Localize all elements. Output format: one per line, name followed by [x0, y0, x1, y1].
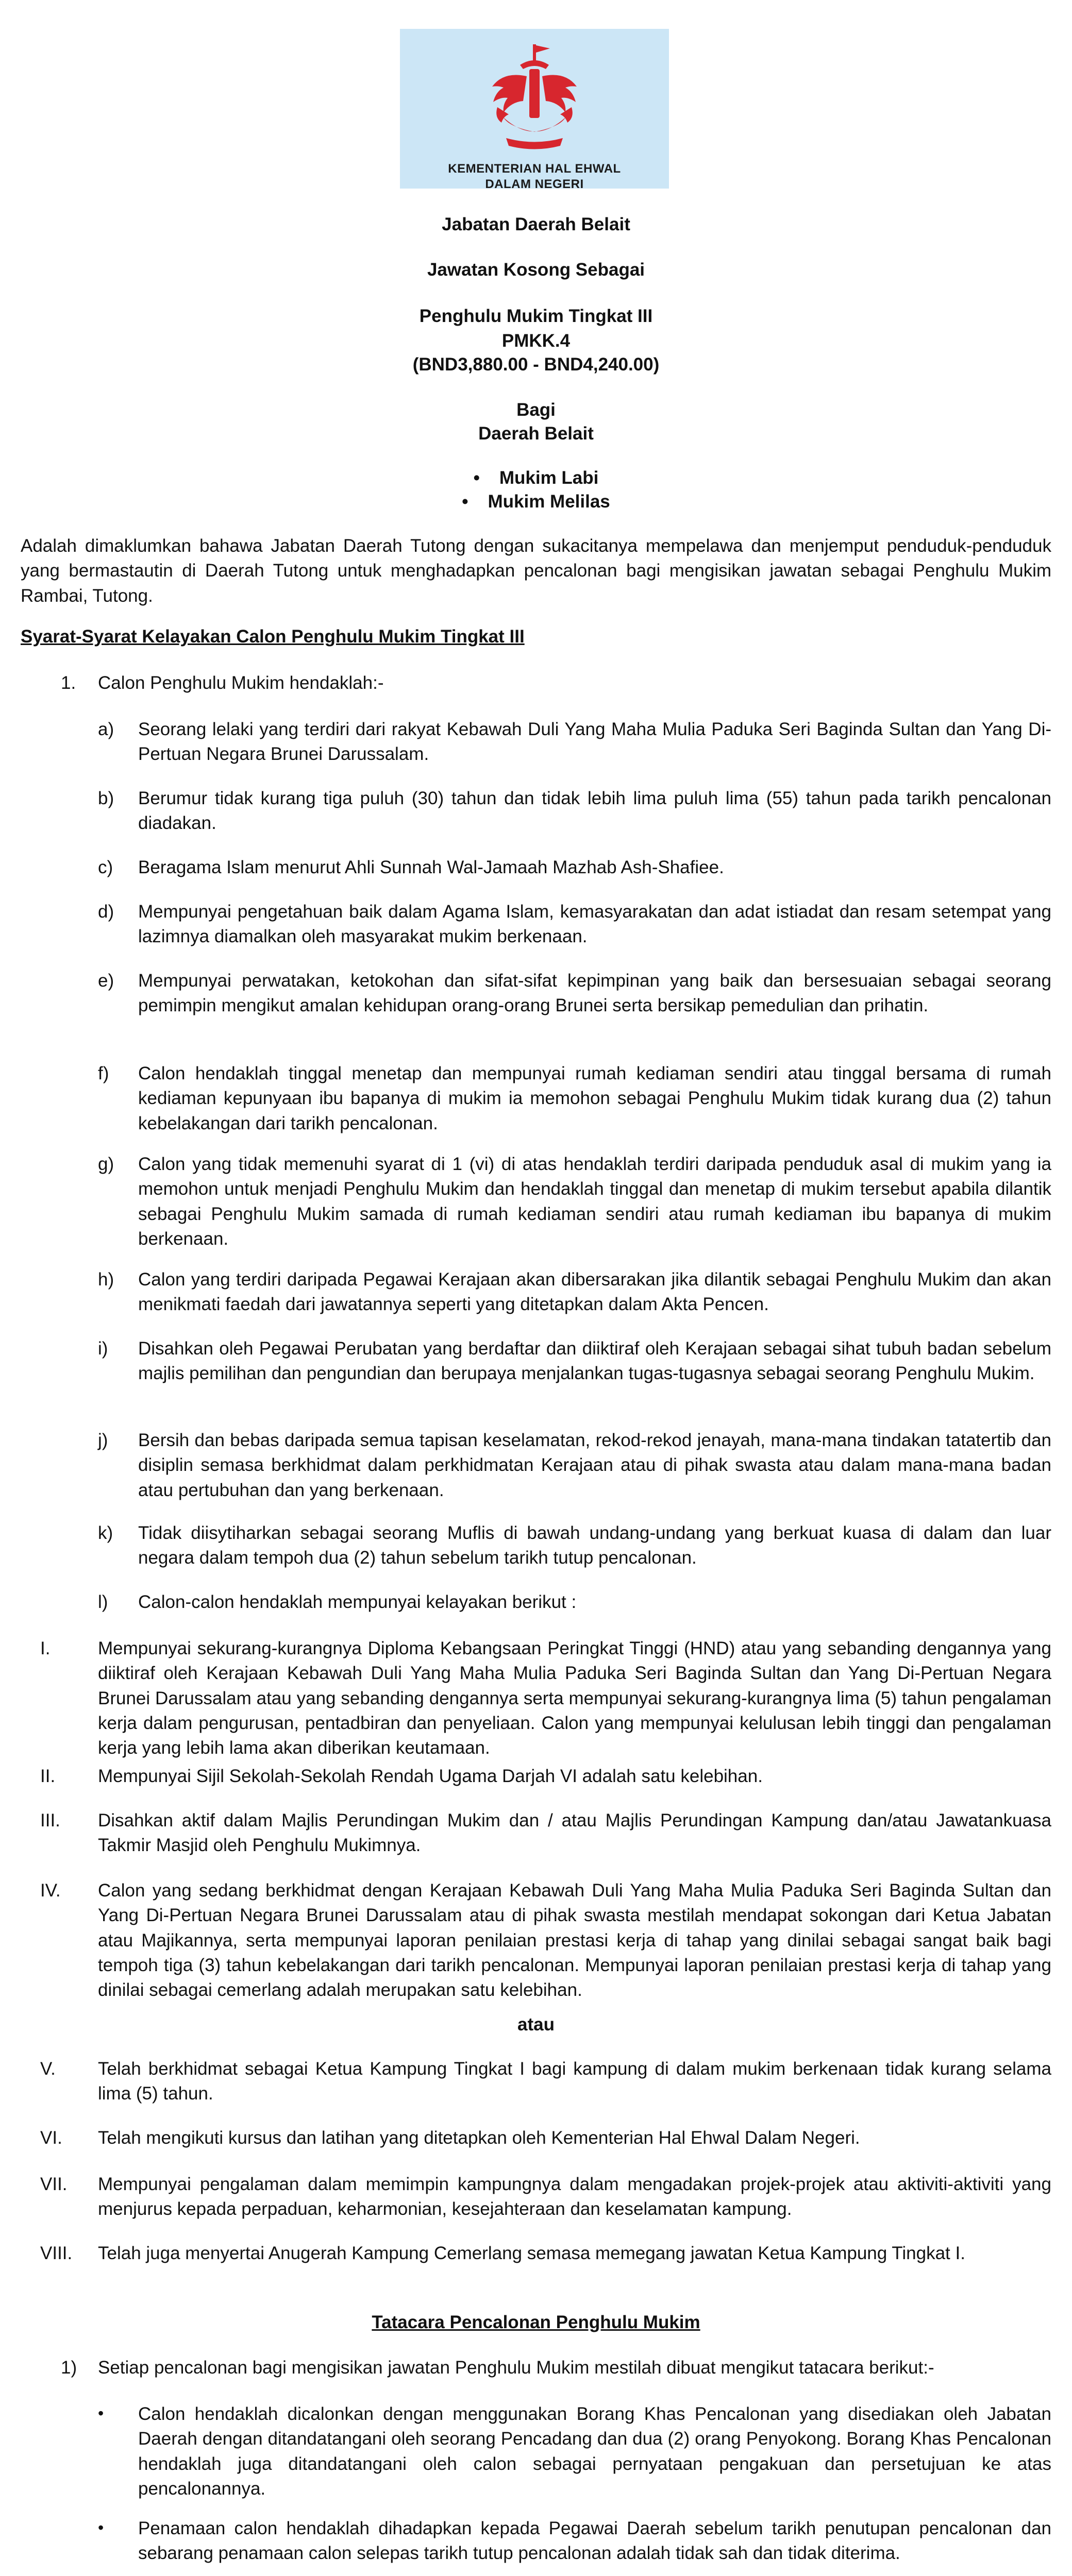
roman-text: Disahkan aktif dalam Majlis Perundingan Mukim dan / atau Majlis Perundingan Kampung dan/atau Jawatankuasa Takmir Masjid oleh Penghulu Mukimnya.: [98, 1810, 1051, 1856]
roman-text: Mempunyai Sijil Sekolah-Sekolah Rendah Ugama Darjah VI adalah satu kelebihan.: [98, 1766, 763, 1786]
sub-item-label: e): [98, 971, 114, 991]
sub-item-text: Bersih dan bebas daripada semua tapisan keselamatan, rekod-rekod jenayah, mana-mana tindakan tatatertib dan disiplin semasa berkhidmat dalam perkhidmatan Kerajaan atau di pihak swasta atau dalam mana-mana badan atau pertubuhan dan yang berkenaan.: [138, 1430, 1051, 1500]
sub-item-text: Beragama Islam menurut Ahli Sunnah Wal-Jamaah Mazhab Ash-Shafiee.: [138, 857, 724, 877]
roman-label: IV.: [40, 1880, 61, 1901]
sub-item-text: Calon-calon hendaklah mempunyai kelayakan berikut :: [138, 1592, 577, 1612]
procedure-bullet: Calon hendaklah dicalonkan dengan menggunakan Borang Khas Pencalonan yang disediakan oleh Jabatan Daerah dengan ditandatangani oleh seorang Pencadang dan dua (2) orang Penyokong. Borang Khas Pencalonan hendaklah juga ditandatangani oleh calon sebagai pernyataan pengakuan dan persetujuan ke atas pencalonannya.: [138, 2404, 1051, 2499]
mukim-item: • Mukim Labi: [473, 468, 599, 488]
sub-item-label: b): [98, 788, 114, 808]
sub-item-label: l): [98, 1592, 108, 1612]
sub-item-label: c): [98, 857, 113, 877]
procedure-bullet: Penamaan calon hendaklah dihadapkan kepada Pegawai Daerah sebelum tarikh penutupan pencalonan dan sebarang penamaan calon selepas tarikh tutup pencalonan adalah tidak sah dan tidak diterima.: [138, 2518, 1051, 2564]
sub-item-label: g): [98, 1154, 114, 1174]
roman-text: Mempunyai pengalaman dalam memimpin kampungnya dalam mengadakan projek-projek atau aktiviti-aktiviti yang menjurus kepada perpaduan, keharmonian, kesejahteraan dan keselamatan kampung.: [98, 2174, 1051, 2219]
sub-item-label: a): [98, 719, 114, 739]
position-title: Penghulu Mukim Tingkat III: [419, 306, 653, 326]
sub-item-text: Tidak diisytiharkan sebagai seorang Muflis di bawah undang-undang yang berkuat kuasa di dalam dan luar negara dalam tempoh dua (2) tahun sebelum tarikh tutup pencalonan.: [138, 1523, 1051, 1568]
logo-text-line2: DALAM NEGERI: [485, 177, 584, 191]
roman-label: I.: [40, 1638, 51, 1658]
sub-item-text: Berumur tidak kurang tiga puluh (30) tahun dan tidak lebih lima puluh lima (55) tahun pada tarikh pencalonan diadakan.: [138, 788, 1051, 834]
sub-item-label: d): [98, 902, 114, 922]
sub-item-label: f): [98, 1063, 109, 1083]
sub-item-text: Mempunyai pengetahuan baik dalam Agama Islam, kemasyarakatan dan adat istiadat dan resam setempat yang lazimnya diamalkan oleh masyarakat mukim berkenaan.: [138, 902, 1051, 947]
item-number: 1): [61, 2358, 77, 2378]
sub-item-text: Calon yang tidak memenuhi syarat di 1 (vi) di atas hendaklah terdiri daripada penduduk asal di mukim yang ia memohon untuk menjadi Penghulu Mukim dan hendaklah tinggal dan menetap di mukim tersebut apabila dilantik sebagai Penghulu Mukim samada di rumah kediaman sendiri atau rumah kediaman ibu bapanya di mukim berkenaan.: [138, 1154, 1051, 1249]
item-number: 1.: [61, 673, 76, 693]
department-title: Jabatan Daerah Belait: [442, 214, 630, 234]
salary-scale: PMKK.4: [501, 331, 571, 351]
salary-range: (BND3,880.00 - BND4,240.00): [412, 354, 660, 375]
roman-text: Calon yang sedang berkhidmat dengan Kerajaan Kebawah Duli Yang Maha Mulia Paduka Seri Baginda Sultan dan Yang Di-Pertuan Negara Brunei Darussalam atau di pihak swasta mestilah mendapat sokongan dari Ketua Jabatan atau Majikannya, serta mempunyai laporan penilaian prestasi kerja di tahap yang dinilai sebagai sangat baik bagi tempoh tiga (3) tahun kebelakangan dari tarikh pencalonan. Mempunyai laporan penilaian prestasi kerja di tahap yang dinilai sebagai cemerlang adalah merupakan satu kelebihan.: [98, 1880, 1051, 2001]
requirements-heading: Syarat-Syarat Kelayakan Calon Penghulu Mukim Tingkat III: [21, 626, 525, 647]
sub-item-text: Calon yang terdiri daripada Pegawai Kerajaan akan dibersarakan jika dilantik sebagai Penghulu Mukim dan akan menikmati faedah dari jawatannya seperti yang ditetapkan dalam Akta Pencen.: [138, 1269, 1051, 1315]
district-name: Daerah Belait: [478, 423, 594, 444]
sub-item-text: Disahkan oleh Pegawai Perubatan yang berdaftar dan diiktiraf oleh Kerajaan sebagai sihat tubuh badan sebelum majlis pemilihan dan pengundian dan berupaya menjalankan tugas-tugasnya sebagai seorang Penghulu Mukim.: [138, 1338, 1051, 1384]
sub-item-text: Seorang lelaki yang terdiri dari rakyat Kebawah Duli Yang Maha Mulia Paduka Seri Baginda Sultan dan Yang Di-Pertuan Negara Brunei Darussalam.: [138, 719, 1051, 765]
roman-text: Telah mengikuti kursus dan latihan yang ditetapkan oleh Kementerian Hal Ehwal Dalam Negeri.: [98, 2128, 860, 2148]
intro-paragraph: Adalah dimaklumkan bahawa Jabatan Daerah Tutong dengan sukacitanya mempelawa dan menjemput penduduk-penduduk yang bermastautin di Daerah Tutong untuk menghadapkan pencalonan bagi mengisikan jawatan sebagai Penghulu Mukim Rambai, Tutong.: [21, 536, 1051, 606]
roman-text: Telah berkhidmat sebagai Ketua Kampung Tingkat I bagi kampung di dalam mukim berkenaan tidak kurang selama lima (5) tahun.: [98, 2059, 1051, 2104]
procedure-heading: Tatacara Pencalonan Penghulu Mukim: [372, 2312, 700, 2332]
roman-label: VIII.: [40, 2243, 73, 2263]
for-label: Bagi: [516, 400, 556, 420]
vacancy-title: Jawatan Kosong Sebagai: [427, 260, 645, 280]
roman-label: VII.: [40, 2174, 68, 2194]
roman-label: VI.: [40, 2128, 62, 2148]
or-separator: atau: [517, 2014, 555, 2035]
logo-text-line1: KEMENTERIAN HAL EHWAL: [448, 162, 621, 176]
requirement-intro: Calon Penghulu Mukim hendaklah:-: [98, 673, 384, 693]
bullet-icon: •: [98, 2518, 104, 2537]
sub-item-text: Mempunyai perwatakan, ketokohan dan sifat-sifat kepimpinan yang baik dan bersesuaian sebagai seorang pemimpin mengikut amalan kehidupan orang-orang Brunei serta bersikap pemedulian dan prihatin.: [138, 971, 1051, 1016]
sub-item-label: k): [98, 1523, 113, 1543]
ministry-logo: [400, 29, 669, 189]
roman-label: V.: [40, 2059, 56, 2079]
sub-item-text: Calon hendaklah tinggal menetap dan mempunyai rumah kediaman sendiri atau tinggal bersama di rumah kediaman kepunyaan ibu bapanya di mukim ia memohon sebagai Penghulu Mukim tidak kurang dua (2) tahun kebelakangan dari tarikh pencalonan.: [138, 1063, 1051, 1133]
sub-item-label: i): [98, 1338, 108, 1359]
procedure-item: Setiap pencalonan bagi mengisikan jawatan Penghulu Mukim mestilah dibuat mengikut tatacara berikut:-: [98, 2358, 934, 2378]
roman-text: Telah juga menyertai Anugerah Kampung Cemerlang semasa memegang jawatan Ketua Kampung Tingkat I.: [98, 2243, 965, 2263]
crest-icon: [483, 40, 586, 156]
sub-item-label: j): [98, 1430, 108, 1450]
roman-label: III.: [40, 1810, 60, 1831]
mukim-item: • Mukim Melilas: [462, 492, 610, 512]
sub-item-label: h): [98, 1269, 114, 1290]
roman-text: Mempunyai sekurang-kurangnya Diploma Kebangsaan Peringkat Tinggi (HND) atau yang sebanding dengannya yang diiktiraf oleh Kerajaan Kebawah Duli Yang Maha Mulia Paduka Seri Baginda Sultan dan Yang Di-Pertuan Negara Brunei Darussalam atau yang sebanding dengannya serta mempunyai sekurang-kurangnya lima (5) tahun pengalaman kerja dalam pengurusan, pentadbiran dan penyeliaan. Calon yang mempunyai kelulusan lebih tinggi dan pengalaman kerja yang lebih lama akan diberikan keutamaan.: [98, 1638, 1051, 1758]
roman-label: II.: [40, 1766, 56, 1786]
bullet-icon: •: [98, 2404, 104, 2422]
